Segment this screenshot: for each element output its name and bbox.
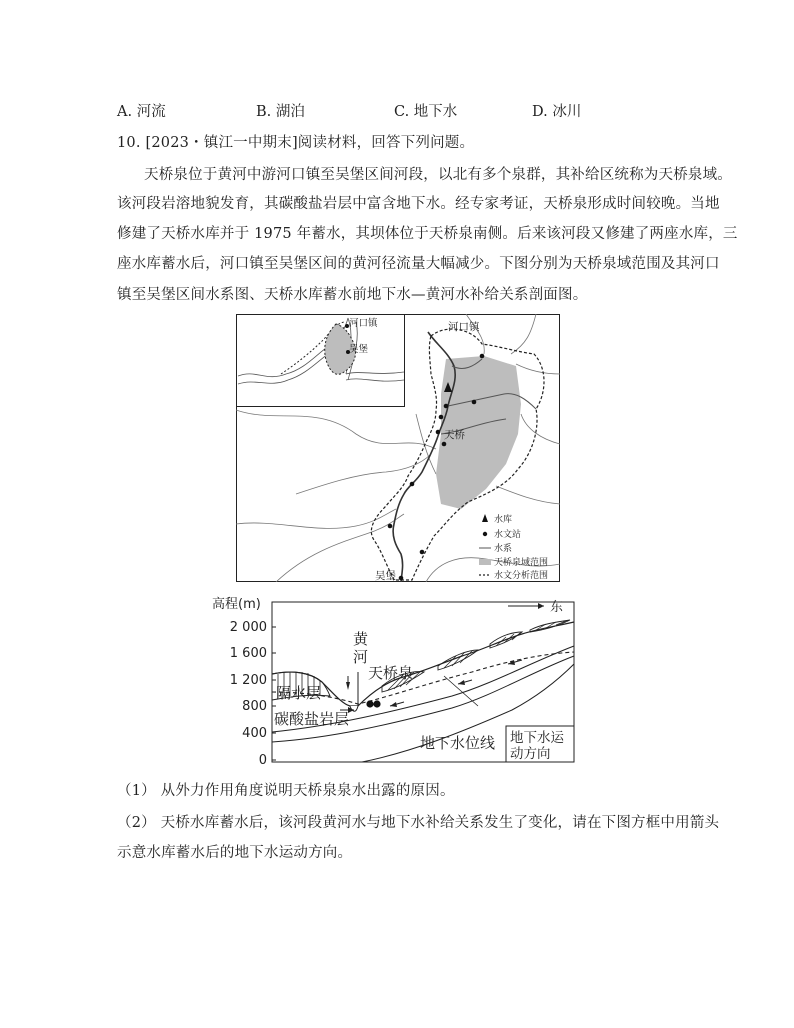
svg-text:1 200: 1 200 — [229, 673, 267, 688]
sub-question-2: （2） 天桥水库蓄水后，该河段黄河水与地下水补给关系发生了变化，请在下图方框中用箭头 — [117, 815, 720, 831]
paragraph-line: 座水库蓄水后，河口镇至吴堡区间的黄河径流量大幅减少。下图分别为天桥泉域范围及其河口 — [117, 256, 720, 272]
option-a: A. 河流 — [117, 104, 166, 120]
inset-label-wubu: 吴堡 — [349, 344, 369, 355]
svg-text:0: 0 — [258, 753, 267, 768]
option-b: B. 湖泊 — [256, 104, 305, 120]
label-huanghe-2: 河 — [353, 648, 369, 666]
paragraph-line: 天桥泉位于黄河中游河口镇至吴堡区间河段，以北有多个泉群，其补给区统称为天桥泉域。 — [144, 167, 732, 183]
box-label-1: 地下水运 — [510, 730, 564, 746]
spring-point — [366, 700, 373, 707]
paragraph-line: 该河段岩溶地貌发育，其碳酸盐岩层中富含地下水。经专家考证，天桥泉形成时间较晚。当地 — [117, 196, 720, 212]
svg-text:400: 400 — [242, 726, 267, 741]
label-wubu: 吴堡 — [375, 570, 396, 582]
svg-text:1 600: 1 600 — [229, 646, 267, 661]
y-axis-label: 高程(m) — [212, 597, 261, 612]
option-d: D. 冰川 — [532, 104, 582, 120]
label-tianqiao: 天桥 — [444, 429, 465, 441]
legend-label: 天桥泉域范围 — [494, 558, 549, 568]
label-carbonate: 碳酸盐岩层 — [274, 710, 350, 728]
label-aquitard: 隔水层 — [276, 684, 322, 702]
spring-area-swatch — [479, 559, 491, 565]
label-huanghe-1: 黄 — [353, 630, 369, 648]
legend-label: 水文分析范围 — [494, 571, 549, 581]
svg-text:2 000: 2 000 — [229, 620, 267, 635]
legend-label: 水系 — [494, 544, 513, 554]
sub-question-1: （1） 从外力作用角度说明天桥泉泉水出露的原因。 — [117, 783, 455, 799]
question-number: 10. — [117, 135, 141, 151]
sub-question-2-line-2: 示意水库蓄水后的地下水运动方向。 — [117, 845, 353, 861]
question-header — [117, 131, 474, 152]
option-c: C. 地下水 — [394, 104, 458, 120]
box-label-2: 动方向 — [510, 746, 551, 762]
label-spring: 天桥泉 — [368, 664, 414, 682]
paragraph-line: 修建了天桥水库并于 1975 年蓄水，其坝体位于天桥泉南侧。后来该河段又修建了两座水库，三 — [117, 226, 738, 242]
label-water-table: 地下水位线 — [420, 734, 496, 752]
legend-label: 水库 — [494, 515, 513, 525]
east-label: 东 — [550, 600, 564, 615]
station-icon — [483, 532, 487, 536]
svg-text:800: 800 — [242, 699, 267, 714]
water-system-map — [236, 314, 560, 582]
y-ticks — [230, 620, 267, 768]
legend-label: 水文站 — [494, 530, 522, 540]
paragraph-line: 镇至吴堡区间水系图、天桥水库蓄水前地下水—黄河水补给关系剖面图。 — [117, 287, 588, 303]
profile-diagram — [212, 592, 578, 770]
inset-map-frame — [237, 315, 405, 407]
inset-label-hekou: 河口镇 — [349, 318, 378, 329]
label-hekou: 河口镇 — [448, 321, 480, 333]
question-source: [2023・镇江一中期末]阅读材料，回答下列问题。 — [145, 135, 475, 151]
